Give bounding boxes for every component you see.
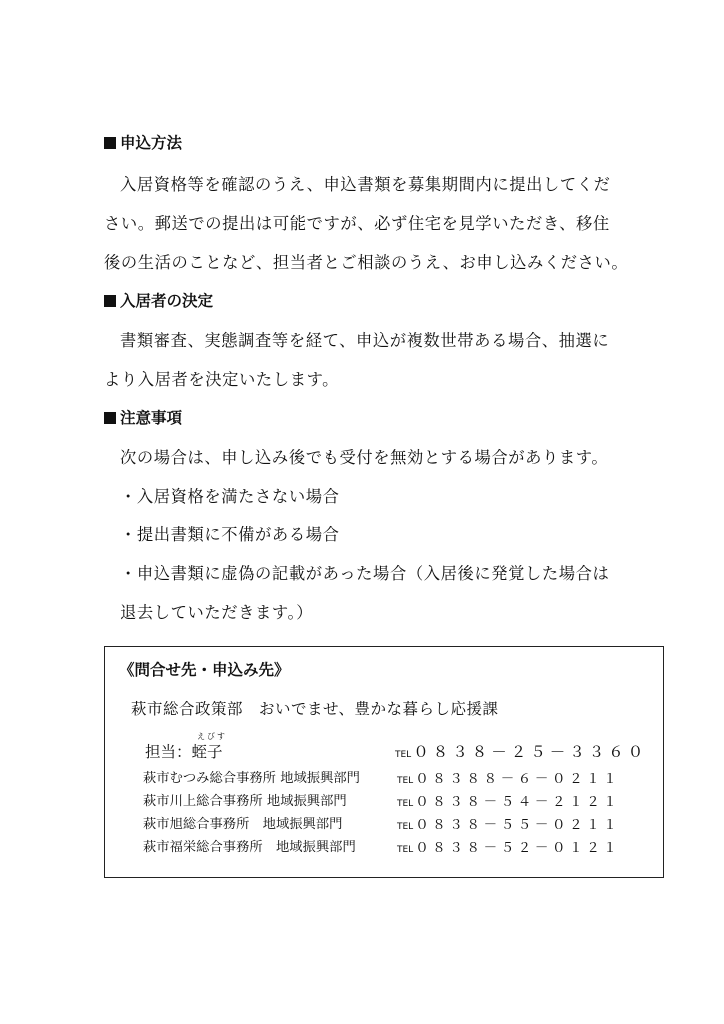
office-phone xyxy=(397,813,620,833)
section-title-resident-decision xyxy=(104,289,213,311)
contact-person: 担当：蛭子 xyxy=(145,743,223,761)
office-name: 萩市福栄総合事務所 地域振興部門 xyxy=(143,840,356,855)
tel-icon: TEL xyxy=(397,776,414,786)
section-title-application-method xyxy=(104,131,182,153)
office-phone-number: ０８３８－５４－２１２１ xyxy=(415,794,621,810)
person-name-ruby: えびす xyxy=(197,732,227,741)
tel-icon: TEL xyxy=(397,845,414,855)
list-item: ・提出書類に不備がある場合 xyxy=(120,525,340,544)
main-phone xyxy=(395,740,647,762)
office-phone-number: ０８３８－５５－０２１１ xyxy=(415,817,621,833)
paragraph-line: 入居資格等を確認のうえ、申込書類を募集期間内に提出してくだ xyxy=(120,175,611,194)
section-title-text: 申込方法 xyxy=(120,134,183,152)
paragraph-line: 書類審査、実態調査等を経て、申込が複数世帯ある場合、抽選に xyxy=(120,331,610,350)
section-title-text: 注意事項 xyxy=(120,409,183,427)
office-name: 萩市旭総合事務所 地域振興部門 xyxy=(143,817,343,832)
list-item: ・申込書類に虚偽の記載があった場合（入居後に発覚した場合は xyxy=(120,564,610,583)
tel-icon: TEL xyxy=(397,799,414,809)
office-phone-number: ０８３８８－６－０２１１ xyxy=(415,771,621,787)
paragraph-line: 後の生活のことなど、担当者とご相談のうえ、お申し込みください。 xyxy=(104,253,629,272)
office-name: 萩市むつみ総合事務所 地域振興部門 xyxy=(143,771,360,786)
office-phone-number: ０８３８－５２－０１２１ xyxy=(415,840,621,856)
square-bullet-icon xyxy=(104,137,116,149)
office-phone xyxy=(397,790,620,810)
paragraph-line: より入居者を決定いたします。 xyxy=(104,370,340,389)
office-phone xyxy=(397,836,620,856)
section-title-notes xyxy=(104,406,182,428)
section-title-text: 入居者の決定 xyxy=(120,292,214,310)
office-name: 萩市川上総合事務所 地域振興部門 xyxy=(143,794,347,809)
department-name: 萩市総合政策部 おいでませ、豊かな暮らし応援課 xyxy=(131,700,499,718)
contact-box-title: 《問合せ先・申込み先》 xyxy=(119,661,290,679)
paragraph-line: 次の場合は、申し込み後でも受付を無効とする場合があります。 xyxy=(120,448,609,467)
list-item: ・入居資格を満たさない場合 xyxy=(120,487,340,506)
tel-icon: TEL xyxy=(397,822,414,832)
office-phone xyxy=(397,767,620,787)
square-bullet-icon xyxy=(104,295,116,307)
paragraph-line: さい。郵送での提出は可能ですが、必ず住宅を見学いただき、移住 xyxy=(104,214,610,233)
tel-icon: TEL xyxy=(395,750,412,760)
list-item-continuation: 退去していただきます。） xyxy=(120,603,314,622)
square-bullet-icon xyxy=(104,412,116,424)
main-phone-number: ０８３８－２５－３３６０ xyxy=(413,743,648,761)
